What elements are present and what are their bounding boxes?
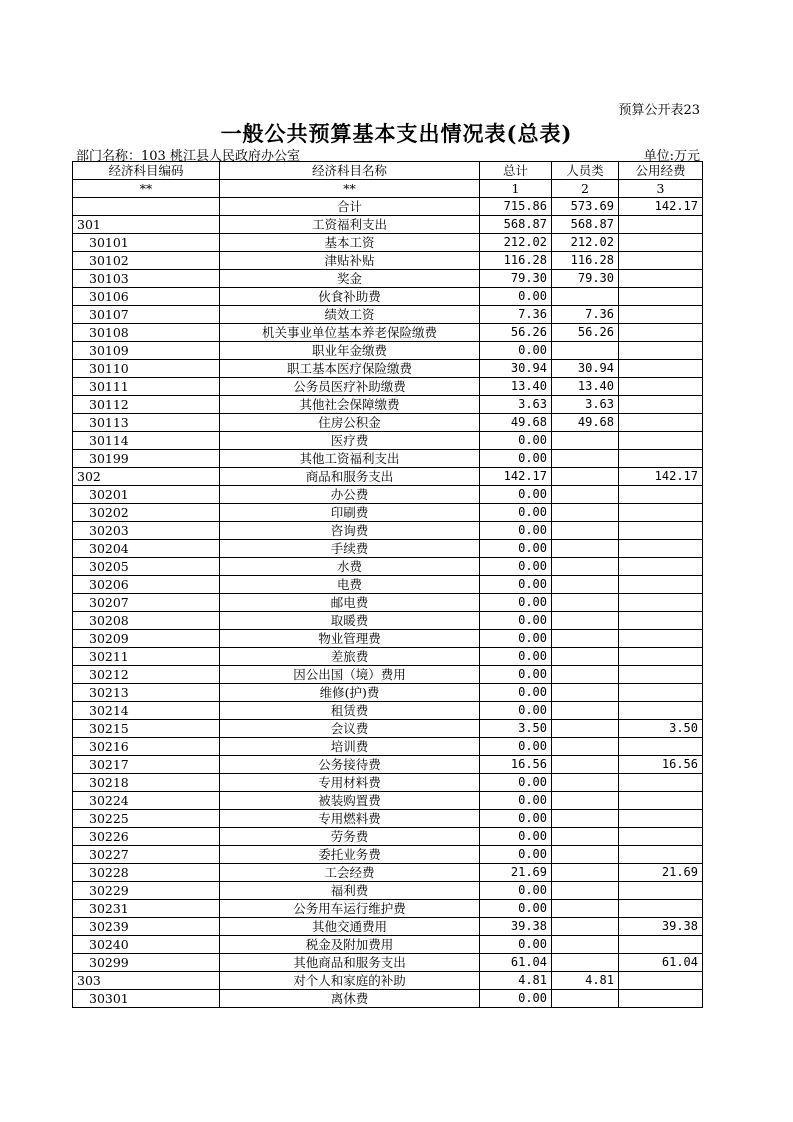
row-personnel: [552, 990, 619, 1008]
row-code: 30214: [73, 702, 220, 720]
row-public: [619, 936, 703, 954]
row-personnel: [552, 450, 619, 468]
row-personnel: [552, 720, 619, 738]
row-total: 715.86: [480, 198, 552, 216]
row-code: 30240: [73, 936, 220, 954]
row-total: 0.00: [480, 504, 552, 522]
row-name: 职业年金缴费: [220, 342, 480, 360]
row-public: [619, 306, 703, 324]
row-personnel: [552, 846, 619, 864]
row-total: 0.00: [480, 540, 552, 558]
row-code: 30102: [73, 252, 220, 270]
row-total: 0.00: [480, 342, 552, 360]
row-total: 0.00: [480, 432, 552, 450]
row-public: [619, 702, 703, 720]
table-row: [73, 774, 703, 792]
row-name: 差旅费: [220, 648, 480, 666]
table-row: [73, 486, 703, 504]
row-code: 30205: [73, 558, 220, 576]
row-public: [619, 630, 703, 648]
row-name: 离休费: [220, 990, 480, 1008]
row-personnel: [552, 288, 619, 306]
row-name: 专用燃料费: [220, 810, 480, 828]
table-row: [73, 846, 703, 864]
row-name: 住房公积金: [220, 414, 480, 432]
row-name: 津贴补贴: [220, 252, 480, 270]
row-personnel: [552, 900, 619, 918]
row-code: 301: [73, 216, 220, 234]
row-public: 142.17: [619, 198, 703, 216]
row-code: 30226: [73, 828, 220, 846]
row-total: 0.00: [480, 702, 552, 720]
row-name: 公务用车运行维护费: [220, 900, 480, 918]
table-row: [73, 414, 703, 432]
table-row: [73, 936, 703, 954]
row-personnel: [552, 954, 619, 972]
row-personnel: [552, 882, 619, 900]
row-name: 公务接待费: [220, 756, 480, 774]
table-row: [73, 252, 703, 270]
row-code: 30114: [73, 432, 220, 450]
row-total: 3.63: [480, 396, 552, 414]
row-code: 30211: [73, 648, 220, 666]
row-personnel: [552, 486, 619, 504]
row-personnel: [552, 810, 619, 828]
row-name: 办公费: [220, 486, 480, 504]
row-code: 30201: [73, 486, 220, 504]
row-name: 合计: [220, 198, 480, 216]
row-name: 电费: [220, 576, 480, 594]
row-personnel: [552, 432, 619, 450]
table-row: [73, 882, 703, 900]
row-name: 手续费: [220, 540, 480, 558]
row-code: 30227: [73, 846, 220, 864]
row-total: 3.50: [480, 720, 552, 738]
row-total: 0.00: [480, 630, 552, 648]
unit-label: 单位:万元: [643, 149, 700, 164]
row-total: 0.00: [480, 882, 552, 900]
row-personnel: [552, 468, 619, 486]
row-name: 委托业务费: [220, 846, 480, 864]
row-total: 0.00: [480, 648, 552, 666]
row-code: 30113: [73, 414, 220, 432]
row-public: [619, 504, 703, 522]
row-name: 印刷费: [220, 504, 480, 522]
row-public: [619, 432, 703, 450]
row-code: 30213: [73, 684, 220, 702]
subheader-total: 1: [480, 180, 552, 198]
row-public: [619, 396, 703, 414]
row-total: 0.00: [480, 594, 552, 612]
row-personnel: [552, 756, 619, 774]
table-row: [73, 720, 703, 738]
row-public: [619, 666, 703, 684]
row-code: 30231: [73, 900, 220, 918]
row-personnel: [552, 612, 619, 630]
table-row: [73, 342, 703, 360]
row-code: 30212: [73, 666, 220, 684]
row-code: 30107: [73, 306, 220, 324]
row-personnel: [552, 540, 619, 558]
table-row: [73, 684, 703, 702]
row-personnel: 56.26: [552, 324, 619, 342]
row-personnel: [552, 558, 619, 576]
table-row: [73, 594, 703, 612]
row-total: 0.00: [480, 774, 552, 792]
row-total: 4.81: [480, 972, 552, 990]
table-subheader-row: [73, 180, 703, 198]
row-name: 维修(护)费: [220, 684, 480, 702]
row-name: 水费: [220, 558, 480, 576]
row-personnel: [552, 936, 619, 954]
row-total: 0.00: [480, 990, 552, 1008]
row-total: 0.00: [480, 288, 552, 306]
row-personnel: 13.40: [552, 378, 619, 396]
row-total: 21.69: [480, 864, 552, 882]
row-public: [619, 774, 703, 792]
row-personnel: [552, 576, 619, 594]
row-name: 其他交通费用: [220, 918, 480, 936]
row-name: 取暖费: [220, 612, 480, 630]
row-code: 30301: [73, 990, 220, 1008]
table-row: [73, 288, 703, 306]
row-total: 0.00: [480, 846, 552, 864]
row-name: 因公出国（境）费用: [220, 666, 480, 684]
row-personnel: [552, 828, 619, 846]
row-name: 职工基本医疗保险缴费: [220, 360, 480, 378]
row-total: 0.00: [480, 792, 552, 810]
row-total: 0.00: [480, 576, 552, 594]
row-personnel: 7.36: [552, 306, 619, 324]
table-row: [73, 540, 703, 558]
row-public: [619, 576, 703, 594]
row-code: 30111: [73, 378, 220, 396]
table-row: [73, 396, 703, 414]
row-total: 0.00: [480, 558, 552, 576]
row-personnel: 116.28: [552, 252, 619, 270]
table-row: [73, 954, 703, 972]
row-code: 30217: [73, 756, 220, 774]
row-code: 30224: [73, 792, 220, 810]
row-name: 其他工资福利支出: [220, 450, 480, 468]
row-public: [619, 378, 703, 396]
row-personnel: 79.30: [552, 270, 619, 288]
table-row: [73, 990, 703, 1008]
row-public: 142.17: [619, 468, 703, 486]
row-code: 30228: [73, 864, 220, 882]
row-total: 49.68: [480, 414, 552, 432]
row-name: 医疗费: [220, 432, 480, 450]
row-code: 30110: [73, 360, 220, 378]
table-row: [73, 648, 703, 666]
row-public: [619, 648, 703, 666]
header-code: 经济科目编码: [73, 162, 220, 180]
row-personnel: [552, 594, 619, 612]
row-total: 0.00: [480, 810, 552, 828]
row-total: 56.26: [480, 324, 552, 342]
table-row: [73, 468, 703, 486]
row-personnel: [552, 918, 619, 936]
row-code: 30209: [73, 630, 220, 648]
row-total: 7.36: [480, 306, 552, 324]
row-name: 奖金: [220, 270, 480, 288]
row-public: [619, 558, 703, 576]
table-row: [73, 702, 703, 720]
row-total: 79.30: [480, 270, 552, 288]
row-personnel: [552, 504, 619, 522]
row-code: [73, 198, 220, 216]
row-public: 16.56: [619, 756, 703, 774]
header-public: 公用经费: [619, 162, 703, 180]
row-total: 0.00: [480, 828, 552, 846]
row-total: 39.38: [480, 918, 552, 936]
table-row: [73, 558, 703, 576]
table-row: [73, 306, 703, 324]
expenditure-table: [72, 161, 703, 1008]
table-row: [73, 270, 703, 288]
row-public: [619, 270, 703, 288]
row-public: [619, 252, 703, 270]
row-code: 30203: [73, 522, 220, 540]
row-total: 0.00: [480, 684, 552, 702]
table-row: [73, 738, 703, 756]
row-name: 专用材料费: [220, 774, 480, 792]
row-code: 302: [73, 468, 220, 486]
row-total: 0.00: [480, 900, 552, 918]
row-personnel: 49.68: [552, 414, 619, 432]
table-row: [73, 432, 703, 450]
row-public: [619, 990, 703, 1008]
row-code: 303: [73, 972, 220, 990]
row-name: 邮电费: [220, 594, 480, 612]
row-total: 61.04: [480, 954, 552, 972]
row-public: [619, 594, 703, 612]
row-total: 0.00: [480, 666, 552, 684]
row-name: 福利费: [220, 882, 480, 900]
row-name: 伙食补助费: [220, 288, 480, 306]
table-row: [73, 630, 703, 648]
row-personnel: [552, 774, 619, 792]
row-personnel: [552, 864, 619, 882]
table-row: [73, 216, 703, 234]
row-code: 30108: [73, 324, 220, 342]
row-public: 61.04: [619, 954, 703, 972]
row-personnel: 568.87: [552, 216, 619, 234]
row-public: [619, 486, 703, 504]
row-public: [619, 522, 703, 540]
row-public: [619, 450, 703, 468]
row-personnel: [552, 666, 619, 684]
table-row: [73, 792, 703, 810]
row-public: [619, 684, 703, 702]
row-name: 培训费: [220, 738, 480, 756]
row-name: 机关事业单位基本养老保险缴费: [220, 324, 480, 342]
row-name: 对个人和家庭的补助: [220, 972, 480, 990]
row-total: 142.17: [480, 468, 552, 486]
row-name: 劳务费: [220, 828, 480, 846]
table-row: [73, 810, 703, 828]
page-title: 一般公共预算基本支出情况表(总表): [220, 121, 573, 146]
row-public: [619, 612, 703, 630]
row-total: 116.28: [480, 252, 552, 270]
row-code: 30112: [73, 396, 220, 414]
row-code: 30215: [73, 720, 220, 738]
table-row: [73, 450, 703, 468]
row-total: 0.00: [480, 486, 552, 504]
row-personnel: 573.69: [552, 198, 619, 216]
row-public: [619, 216, 703, 234]
row-public: [619, 234, 703, 252]
row-public: [619, 414, 703, 432]
row-total: 0.00: [480, 450, 552, 468]
row-code: 30225: [73, 810, 220, 828]
row-total: 0.00: [480, 936, 552, 954]
row-total: 212.02: [480, 234, 552, 252]
table-row: [73, 612, 703, 630]
row-name: 绩效工资: [220, 306, 480, 324]
row-code: 30206: [73, 576, 220, 594]
table-row: [73, 972, 703, 990]
subheader-code: **: [73, 180, 220, 198]
table-row: [73, 900, 703, 918]
row-name: 物业管理费: [220, 630, 480, 648]
row-name: 工资福利支出: [220, 216, 480, 234]
row-public: [619, 324, 703, 342]
header-total: 总计: [480, 162, 552, 180]
row-personnel: 4.81: [552, 972, 619, 990]
row-code: 30239: [73, 918, 220, 936]
table-row: [73, 522, 703, 540]
row-public: 39.38: [619, 918, 703, 936]
row-name: 工会经费: [220, 864, 480, 882]
row-total: 30.94: [480, 360, 552, 378]
row-personnel: 30.94: [552, 360, 619, 378]
table-row: [73, 576, 703, 594]
table-row: [73, 864, 703, 882]
row-code: 30106: [73, 288, 220, 306]
row-personnel: [552, 684, 619, 702]
row-code: 30299: [73, 954, 220, 972]
table-row: [73, 198, 703, 216]
row-name: 基本工资: [220, 234, 480, 252]
department-name: 部门名称：103 桃江县人民政府办公室: [76, 149, 300, 164]
row-total: 568.87: [480, 216, 552, 234]
row-code: 30204: [73, 540, 220, 558]
row-code: 30202: [73, 504, 220, 522]
row-public: [619, 882, 703, 900]
row-public: [619, 810, 703, 828]
row-personnel: 212.02: [552, 234, 619, 252]
row-name: 商品和服务支出: [220, 468, 480, 486]
row-public: [619, 828, 703, 846]
row-code: 30103: [73, 270, 220, 288]
row-code: 30101: [73, 234, 220, 252]
row-name: 税金及附加费用: [220, 936, 480, 954]
row-public: [619, 900, 703, 918]
table-row: [73, 378, 703, 396]
row-personnel: 3.63: [552, 396, 619, 414]
row-public: [619, 342, 703, 360]
row-name: 租赁费: [220, 702, 480, 720]
row-public: [619, 972, 703, 990]
row-total: 16.56: [480, 756, 552, 774]
row-name: 其他商品和服务支出: [220, 954, 480, 972]
table-row: [73, 360, 703, 378]
row-name: 被装购置费: [220, 792, 480, 810]
row-code: 30218: [73, 774, 220, 792]
row-code: 30199: [73, 450, 220, 468]
row-public: [619, 360, 703, 378]
row-total: 0.00: [480, 522, 552, 540]
row-name: 其他社会保障缴费: [220, 396, 480, 414]
row-code: 30207: [73, 594, 220, 612]
table-header-row: [73, 162, 703, 180]
row-personnel: [552, 702, 619, 720]
header-name: 经济科目名称: [220, 162, 480, 180]
row-code: 30208: [73, 612, 220, 630]
report-tag: 预算公开表23: [618, 103, 700, 118]
row-name: 会议费: [220, 720, 480, 738]
row-code: 30216: [73, 738, 220, 756]
row-name: 公务员医疗补助缴费: [220, 378, 480, 396]
row-total: 0.00: [480, 612, 552, 630]
table-row: [73, 504, 703, 522]
table-row: [73, 756, 703, 774]
row-personnel: [552, 648, 619, 666]
subheader-personnel: 2: [552, 180, 619, 198]
table-row: [73, 666, 703, 684]
row-name: 咨询费: [220, 522, 480, 540]
row-code: 30109: [73, 342, 220, 360]
header-personnel: 人员类: [552, 162, 619, 180]
row-personnel: [552, 738, 619, 756]
table-row: [73, 234, 703, 252]
subheader-name: **: [220, 180, 480, 198]
row-public: [619, 846, 703, 864]
row-personnel: [552, 630, 619, 648]
row-public: 3.50: [619, 720, 703, 738]
row-total: 0.00: [480, 738, 552, 756]
row-personnel: [552, 792, 619, 810]
row-public: [619, 792, 703, 810]
row-personnel: [552, 522, 619, 540]
table-row: [73, 828, 703, 846]
table-row: [73, 918, 703, 936]
row-code: 30229: [73, 882, 220, 900]
table-row: [73, 324, 703, 342]
subheader-public: 3: [619, 180, 703, 198]
row-personnel: [552, 342, 619, 360]
row-total: 13.40: [480, 378, 552, 396]
row-public: [619, 288, 703, 306]
row-public: [619, 738, 703, 756]
row-public: [619, 540, 703, 558]
row-public: 21.69: [619, 864, 703, 882]
